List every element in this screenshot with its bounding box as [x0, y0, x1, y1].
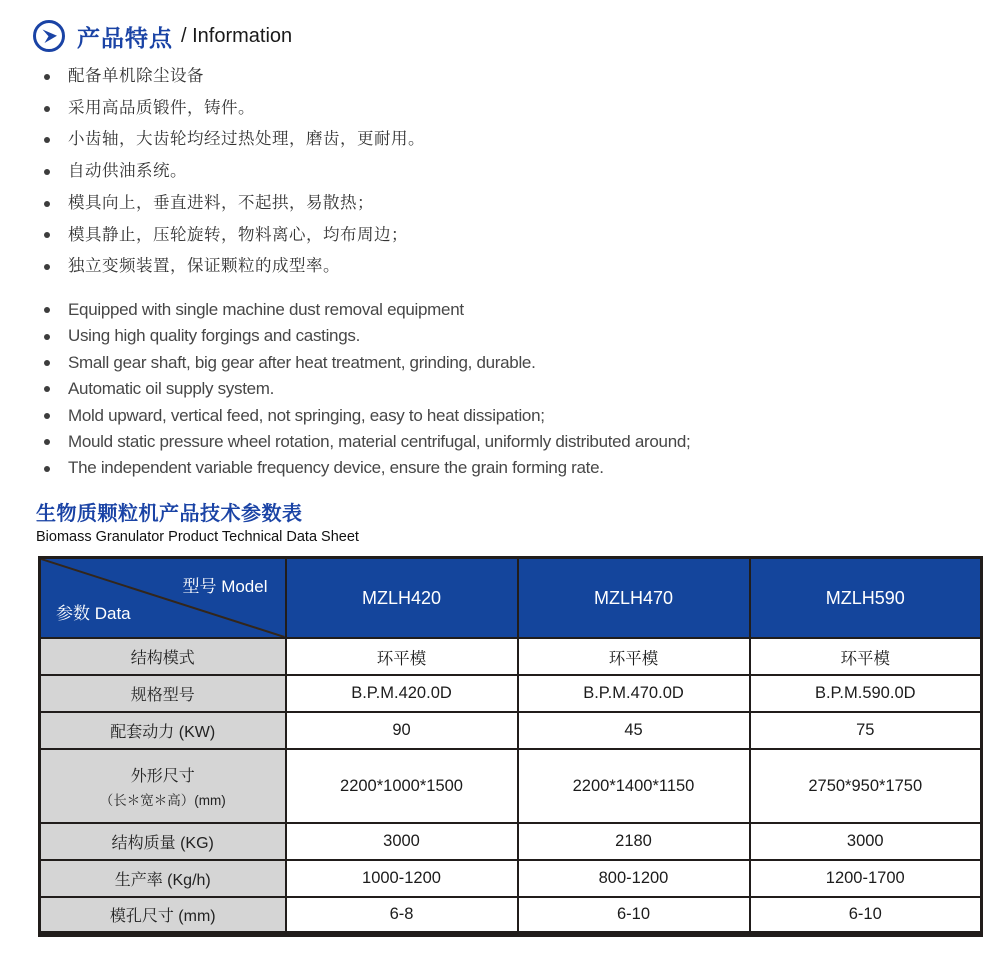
feature-item-en: Automatic oil supply system.: [38, 376, 690, 402]
row-value: 6-10: [518, 897, 750, 934]
feature-item-en: Mold upward, vertical feed, not springing, easy to heat dissipation;: [38, 403, 690, 429]
feature-item-zh: 模具静止，压轮旋转，物料离心，均布周边；: [38, 220, 425, 252]
feature-item-zh: 自动供油系统。: [38, 156, 425, 188]
row-value: 1000-1200: [286, 860, 518, 897]
row-value: B.P.M.590.0D: [750, 675, 982, 712]
table-row: [40, 675, 982, 712]
row-value: 45: [518, 712, 750, 749]
model-header: MZLH590: [750, 558, 982, 639]
row-value: 2200*1000*1500: [286, 749, 518, 823]
model-header: MZLH420: [286, 558, 518, 639]
feature-item-en: Using high quality forgings and castings.: [38, 323, 690, 349]
feature-item-zh: 小齿轴，大齿轮均经过热处理，磨齿，更耐用。: [38, 124, 425, 156]
page-header: [32, 19, 292, 53]
row-value: 1200-1700: [750, 860, 982, 897]
row-label-line2: （长＊宽＊高）(mm): [99, 793, 226, 808]
corner-data-label: 参数 Data: [56, 604, 131, 623]
diagonal-divider: [41, 559, 285, 637]
row-value: 3000: [750, 823, 982, 860]
row-value: 3000: [286, 823, 518, 860]
feature-item-en: Mould static pressure wheel rotation, material centrifugal, uniformly distributed around;: [38, 429, 690, 455]
row-value: B.P.M.470.0D: [518, 675, 750, 712]
feature-item-zh: 配备单机除尘设备: [38, 61, 425, 93]
arrow-right-circle-icon: [32, 19, 66, 53]
row-value: 90: [286, 712, 518, 749]
row-label: 配套动力 (KW): [40, 712, 286, 749]
row-value: 2180: [518, 823, 750, 860]
feature-item-zh: 模具向上，垂直进料，不起拱，易散热；: [38, 188, 425, 220]
row-label: 模孔尺寸 (mm): [40, 897, 286, 934]
feature-item-zh: 独立变频装置，保证颗粒的成型率。: [38, 251, 425, 283]
row-value: 环平模: [750, 638, 982, 675]
corner-model-label: 型号 Model: [182, 577, 268, 596]
row-value: 6-10: [750, 897, 982, 934]
table-title-en: Biomass Granulator Product Technical Data Sheet: [36, 529, 359, 545]
table-section-heading: [36, 497, 359, 545]
page-title-zh: 产品特点: [77, 24, 173, 51]
table-row: [40, 712, 982, 749]
feature-item-zh: 采用高品质锻件，铸件。: [38, 93, 425, 125]
model-header: MZLH470: [518, 558, 750, 639]
row-value: 2200*1400*1150: [518, 749, 750, 823]
row-label: 规格型号: [40, 675, 286, 712]
feature-list-en: [38, 297, 690, 482]
table-title-zh: 生物质颗粒机产品技术参数表: [36, 503, 303, 525]
table-row: [40, 860, 982, 897]
row-value: 环平模: [518, 638, 750, 675]
table-row: [40, 749, 982, 823]
feature-item-en: The independent variable frequency device, ensure the grain forming rate.: [38, 455, 690, 481]
row-value: B.P.M.420.0D: [286, 675, 518, 712]
feature-list-zh: [38, 61, 425, 283]
row-label: 生产率 (Kg/h): [40, 860, 286, 897]
row-value: 800-1200: [518, 860, 750, 897]
page-title-en: / Information: [181, 24, 293, 47]
row-value: 环平模: [286, 638, 518, 675]
row-label: 结构质量 (KG): [40, 823, 286, 860]
table-row: [40, 823, 982, 860]
feature-item-en: Small gear shaft, big gear after heat treatment, grinding, durable.: [38, 350, 690, 376]
table-header-row: [40, 558, 982, 639]
row-value: 2750*950*1750: [750, 749, 982, 823]
row-value: 6-8: [286, 897, 518, 934]
feature-item-en: Equipped with single machine dust removal equipment: [38, 297, 690, 323]
row-label: 结构模式: [40, 638, 286, 675]
table-row: [40, 638, 982, 675]
row-label: [40, 749, 286, 823]
table-row: [40, 897, 982, 934]
row-label-line1: 外形尺寸: [130, 768, 195, 785]
technical-data-table: [38, 556, 983, 937]
row-value: 75: [750, 712, 982, 749]
table-corner-cell: [40, 558, 286, 639]
